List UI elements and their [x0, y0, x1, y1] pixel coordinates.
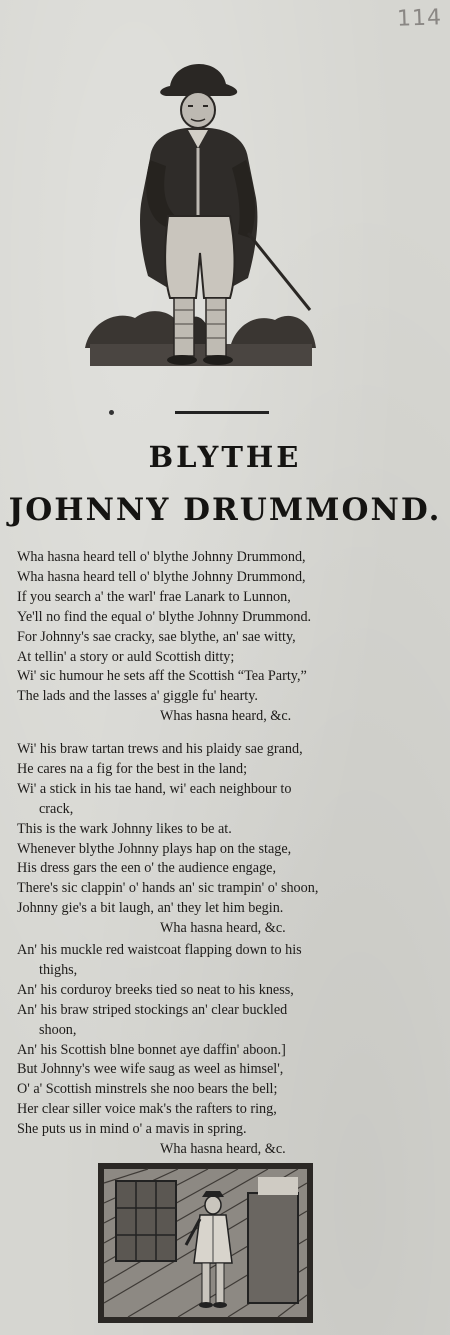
stanza-1: [17, 548, 442, 727]
chorus-line: Whas hasna heard, &c.: [160, 708, 292, 725]
verse-line: Wi' sic humour he sets aff the Scottish “Tea Party,”: [17, 668, 307, 685]
verse-line: At tellin' a story or auld Scottish ditty;: [17, 648, 235, 665]
verse-line: Wi' a stick in his tae hand, wi' each neighbour to: [17, 780, 292, 797]
verse-line: This is the wark Johnny likes to be at.: [17, 820, 232, 837]
verse-line: If you search a' the warl' frae Lanark to Lunnon,: [17, 588, 291, 605]
ink-speck: [109, 410, 114, 415]
title-divider-rule: [175, 411, 269, 414]
verse-line: But Johnny's wee wife saug as weel as himsel',: [17, 1061, 284, 1078]
woodcut-street-scene-illustration: [98, 1163, 313, 1323]
verse-line: There's sic clappin' o' hands an' sic trampin' o' shoon,: [17, 880, 319, 897]
stanza-3: [17, 941, 442, 1160]
verse-line-continuation: shoon,: [39, 1021, 77, 1038]
verse-line: Whenever blythe Johnny plays hap on the stage,: [17, 840, 292, 857]
woodcut-scotsman-illustration: [80, 48, 320, 378]
title-johnny-drummond: JOHNNY DRUMMOND.: [8, 492, 442, 528]
verse-line: O' a' Scottish minstrels she noo bears the bell;: [17, 1081, 278, 1098]
verse-line: An' his muckle red waistcoat flapping down to his: [17, 942, 302, 958]
verse-line: An' his braw striped stockings an' clear buckled: [17, 1001, 288, 1018]
verse-line: She puts us in mind o' a mavis in spring.: [17, 1121, 247, 1138]
verse-line: An' his Scottish blne bonnet aye daffin' aboon.]: [17, 1041, 286, 1058]
verse-line: He cares na a fig for the best in the land;: [17, 760, 248, 777]
title-blythe: BLYTHE: [148, 440, 302, 474]
shelfmark-number: 114: [396, 5, 443, 32]
stanza-2: [17, 740, 442, 939]
verse-line: Ye'll no find the equal o' blythe Johnny Drummond.: [17, 608, 312, 625]
chorus-line: Wha hasna heard, &c.: [160, 920, 286, 937]
verse-line: Johnny gie's a bit laugh, an' they let him begin.: [17, 900, 284, 917]
chorus-line: Wha hasna heard, &c.: [160, 1141, 286, 1158]
verse-line: Wi' his braw tartan trews and his plaidy sae grand,: [17, 741, 303, 757]
verse-line: Her clear siller voice mak's the rafters to ring,: [17, 1101, 277, 1118]
verse-line-continuation: crack,: [39, 800, 74, 817]
verse-line: Wha hasna heard tell o' blythe Johnny Drummond,: [17, 549, 306, 565]
verse-line: For Johnny's sae cracky, sae blythe, an' sae witty,: [17, 628, 296, 645]
verse-line: The lads and the lasses a' giggle fu' hearty.: [17, 688, 258, 705]
verse-line: An' his corduroy breeks tied so neat to his kness,: [17, 981, 294, 998]
verse-line: Wha hasna heard tell o' blythe Johnny Drummond,: [17, 568, 306, 585]
verse-line-continuation: thighs,: [39, 961, 78, 978]
verse-line: His dress gars the een o' the audience engage,: [17, 860, 277, 877]
